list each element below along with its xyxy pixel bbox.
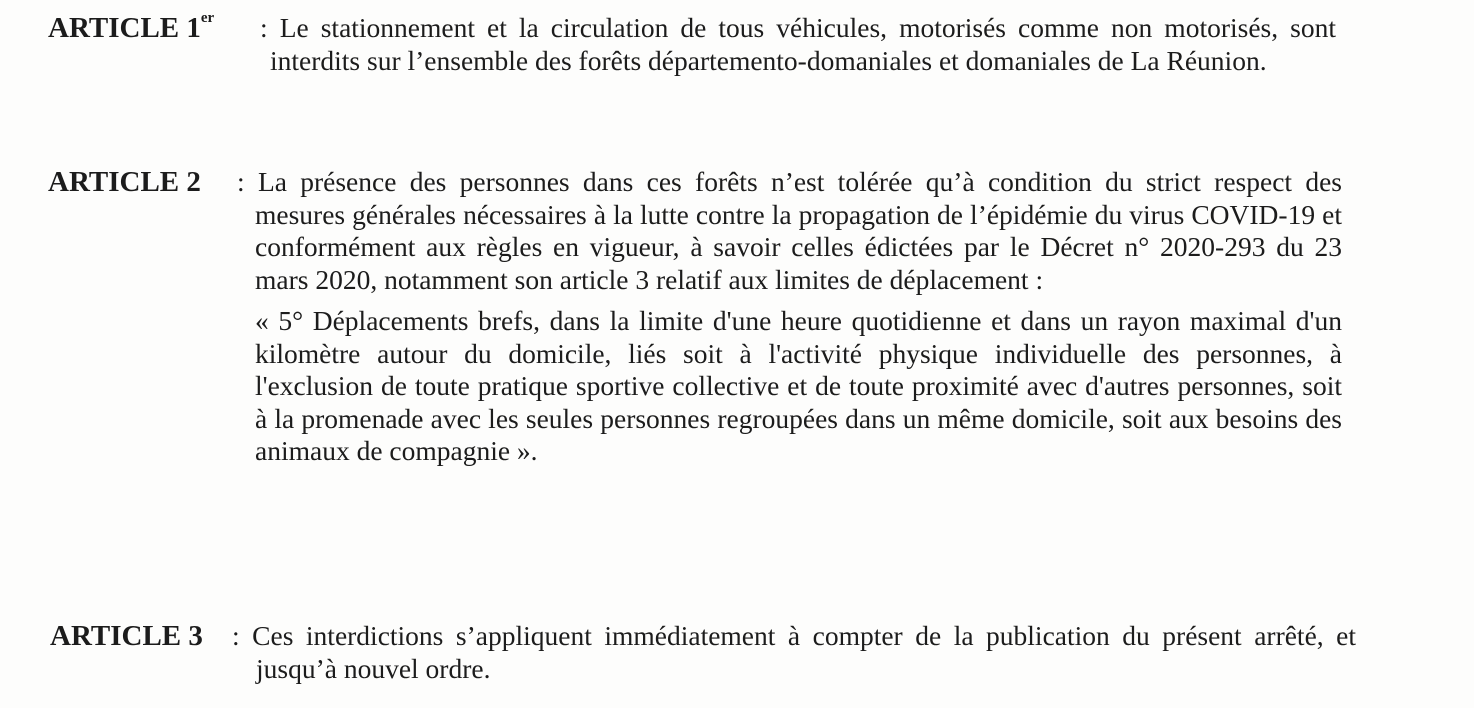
article-3-heading <box>50 620 203 653</box>
article-2-text: La présence des personnes dans ces forêts n’est tolérée qu’à condition du strict respect des mesures générales nécessaires à la lutte contre la propagation de l’épidémie du virus COVID-19 et conformément aux règles en vigueur, à savoir celles édictées par le Décret n° 2020-293 du 23 mars 2020, notamment son article 3 relatif aux limites de déplacement : <box>255 166 1343 295</box>
article-1-text: Le stationnement et la circulation de tous véhicules, motorisés comme non motorisés, sont interdits sur l’ensemble des forêts départemento-domaniales et domaniales de La Réunion. <box>270 12 1336 76</box>
article-2-heading <box>48 166 201 199</box>
article-2-body <box>237 166 1343 468</box>
article-1-label: ARTICLE 1 <box>48 12 201 44</box>
article-3-text: Ces interdictions s’appliquent immédiatement à compter de la publication du présent arrêté, et jusqu’à nouvel ordre. <box>252 620 1357 684</box>
article-1-body <box>260 12 1336 77</box>
article-2-separator: : <box>237 166 245 197</box>
article-2-label: ARTICLE 2 <box>48 166 201 198</box>
article-1-heading <box>48 12 214 45</box>
article-3-label: ARTICLE 3 <box>50 620 203 652</box>
article-3-body <box>232 620 1357 685</box>
article-1-superscript: er <box>200 10 215 26</box>
article-2-quote: « 5° Déplacements brefs, dans la limite d'une heure quotidienne et dans un rayon maximal d'un kilomètre autour du domicile, liés soit à l'activité physique individuelle des personnes, à l'exclusion de toute pratique sportive collective et de toute proximité avec d'autres personnes, soit à la promenade avec les seules personnes regroupées dans un même domicile, soit aux besoins des animaux de compagnie ». <box>255 305 1342 466</box>
article-3-separator: : <box>232 620 240 651</box>
article-1-separator: : <box>260 12 268 43</box>
